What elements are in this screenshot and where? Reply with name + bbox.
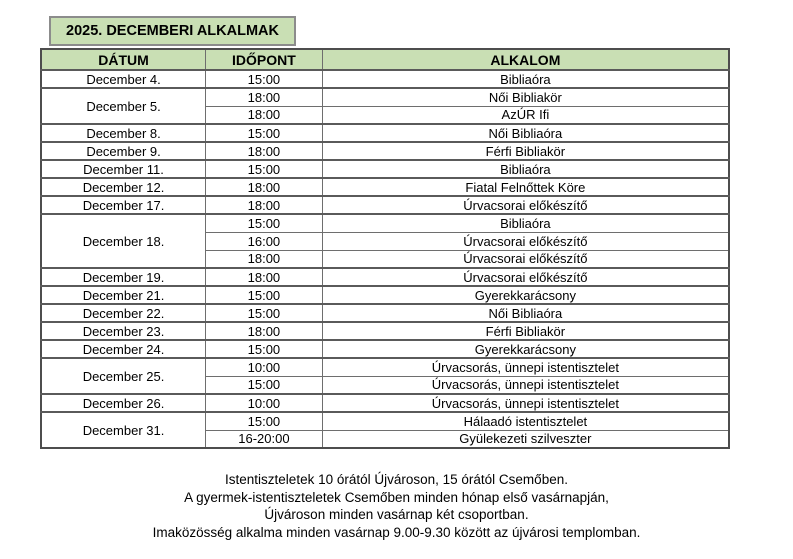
date-cell: December 26. bbox=[41, 394, 206, 412]
event-cell: Női Bibliakör bbox=[322, 88, 729, 106]
column-header-event: ALKALOM bbox=[322, 49, 729, 70]
table-row bbox=[41, 178, 729, 196]
event-cell: Úrvacsorás, ünnepi istentisztelet bbox=[322, 376, 729, 394]
time-cell: 18:00 bbox=[206, 142, 323, 160]
event-cell: AzÚR Ifi bbox=[322, 106, 729, 124]
time-cell: 15:00 bbox=[206, 160, 323, 178]
date-cell: December 24. bbox=[41, 340, 206, 358]
date-cell: December 12. bbox=[41, 178, 206, 196]
date-cell: December 11. bbox=[41, 160, 206, 178]
event-cell: Úrvacsorai előkészítő bbox=[322, 250, 729, 268]
table-row bbox=[41, 88, 729, 106]
event-cell: Úrvacsorai előkészítő bbox=[322, 232, 729, 250]
table-row bbox=[41, 394, 729, 412]
table-row bbox=[41, 340, 729, 358]
time-cell: 10:00 bbox=[206, 358, 323, 376]
table-row bbox=[41, 412, 729, 430]
date-cell: December 31. bbox=[41, 412, 206, 448]
event-cell: Úrvacsorai előkészítő bbox=[322, 196, 729, 214]
table-row bbox=[41, 304, 729, 322]
footer-line: A gyermek-istentiszteletek Csemőben minden hónap első vasárnapján, bbox=[184, 489, 609, 505]
table-row bbox=[41, 70, 729, 88]
time-cell: 15:00 bbox=[206, 412, 323, 430]
time-cell: 18:00 bbox=[206, 322, 323, 340]
event-cell: Úrvacsorai előkészítő bbox=[322, 268, 729, 286]
header-row bbox=[41, 49, 729, 70]
event-cell: Bibliaóra bbox=[322, 214, 729, 232]
time-cell: 16:00 bbox=[206, 232, 323, 250]
time-cell: 15:00 bbox=[206, 214, 323, 232]
table-row bbox=[41, 214, 729, 232]
event-cell: Úrvacsorás, ünnepi istentisztelet bbox=[322, 394, 729, 412]
footer-line: Istentiszteletek 10 órától Újvároson, 15 órától Csemőben. bbox=[225, 472, 568, 487]
event-cell: Férfi Bibliakör bbox=[322, 322, 729, 340]
event-cell: Fiatal Felnőttek Köre bbox=[322, 178, 729, 196]
page-title bbox=[49, 16, 296, 46]
event-cell: Gyülekezeti szilveszter bbox=[322, 430, 729, 448]
time-cell: 15:00 bbox=[206, 304, 323, 322]
date-cell: December 23. bbox=[41, 322, 206, 340]
date-cell: December 21. bbox=[41, 286, 206, 304]
event-cell: Gyerekkarácsony bbox=[322, 340, 729, 358]
time-cell: 15:00 bbox=[206, 376, 323, 394]
time-cell: 10:00 bbox=[206, 394, 323, 412]
time-cell: 18:00 bbox=[206, 196, 323, 214]
event-cell: Női Bibliaóra bbox=[322, 304, 729, 322]
date-cell: December 9. bbox=[41, 142, 206, 160]
table-row bbox=[41, 268, 729, 286]
footer-notes bbox=[0, 471, 793, 541]
date-cell: December 18. bbox=[41, 214, 206, 268]
time-cell: 16-20:00 bbox=[206, 430, 323, 448]
event-cell: Gyerekkarácsony bbox=[322, 286, 729, 304]
date-cell: December 25. bbox=[41, 358, 206, 394]
time-cell: 18:00 bbox=[206, 88, 323, 106]
event-cell: Női Bibliaóra bbox=[322, 124, 729, 142]
time-cell: 15:00 bbox=[206, 286, 323, 304]
date-cell: December 5. bbox=[41, 88, 206, 124]
time-cell: 15:00 bbox=[206, 340, 323, 358]
date-cell: December 22. bbox=[41, 304, 206, 322]
time-cell: 15:00 bbox=[206, 70, 323, 88]
time-cell: 18:00 bbox=[206, 106, 323, 124]
event-cell: Úrvacsorás, ünnepi istentisztelet bbox=[322, 358, 729, 376]
footer-line: Újvároson minden vasárnap két csoportban. bbox=[264, 507, 529, 523]
date-cell: December 17. bbox=[41, 196, 206, 214]
time-cell: 15:00 bbox=[206, 124, 323, 142]
table-row bbox=[41, 196, 729, 214]
page-title-text: 2025. DECEMBERI ALKALMAK bbox=[66, 23, 279, 39]
event-cell: Hálaadó istentisztelet bbox=[322, 412, 729, 430]
date-cell: December 4. bbox=[41, 70, 206, 88]
table-row bbox=[41, 286, 729, 304]
time-cell: 18:00 bbox=[206, 250, 323, 268]
table-row bbox=[41, 124, 729, 142]
column-header-time: IDŐPONT bbox=[206, 49, 323, 70]
event-cell: Bibliaóra bbox=[322, 160, 729, 178]
event-cell: Bibliaóra bbox=[322, 70, 729, 88]
time-cell: 18:00 bbox=[206, 178, 323, 196]
table-row bbox=[41, 142, 729, 160]
schedule-table bbox=[40, 48, 730, 449]
table-row bbox=[41, 322, 729, 340]
table-row bbox=[41, 358, 729, 376]
date-cell: December 8. bbox=[41, 124, 206, 142]
table-row bbox=[41, 160, 729, 178]
time-cell: 18:00 bbox=[206, 268, 323, 286]
event-cell: Férfi Bibliakör bbox=[322, 142, 729, 160]
footer-line: Imaközösség alkalma minden vasárnap 9.00-9.30 között az újvárosi templomban. bbox=[152, 524, 641, 540]
date-cell: December 19. bbox=[41, 268, 206, 286]
column-header-date: DÁTUM bbox=[41, 49, 206, 70]
